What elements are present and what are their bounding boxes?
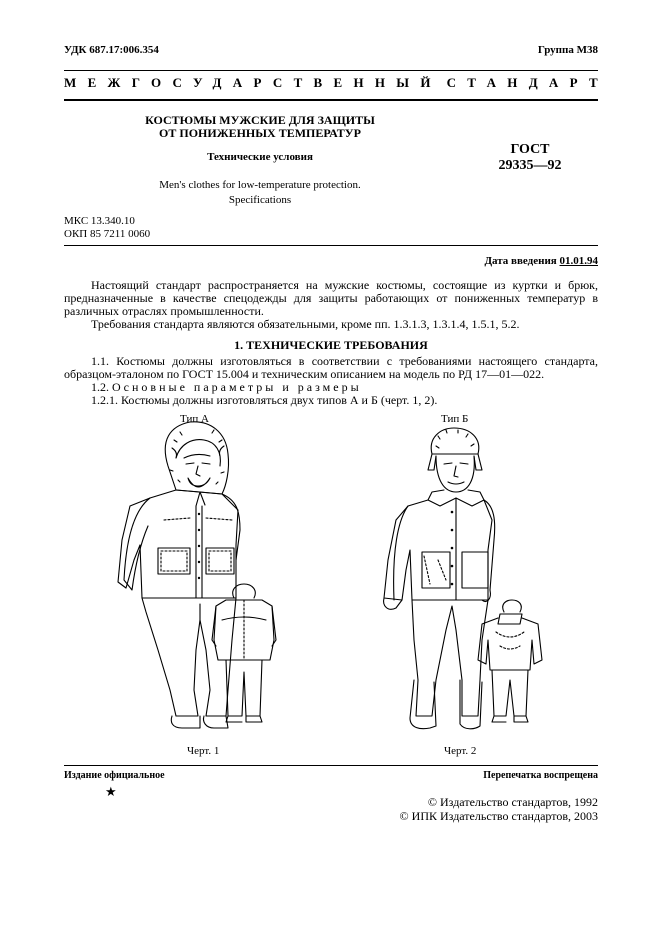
figure-2-caption: Черт. 2 [444, 745, 477, 757]
banner-word-standard: СТАНДАРТ [446, 75, 609, 90]
clause-1-2-1: 1.2.1. Костюмы должны изготовляться двух типов А и Б (черт. 1, 2). [91, 393, 438, 407]
title-line-1: КОСТЮМЫ МУЖСКИЕ ДЛЯ ЗАЩИТЫ [145, 113, 375, 127]
footer-rule [64, 765, 598, 766]
figure-1-type-label: Тип А [180, 413, 209, 425]
figure-1-suit-type-a-front [118, 422, 240, 728]
group-code: Группа М38 [537, 44, 598, 56]
star-mark: ★ [105, 784, 117, 799]
figure-2-suit-type-b-back [478, 600, 542, 722]
udk-code: УДК 687.17:006.354 [64, 44, 159, 56]
figure-1-caption: Черт. 1 [187, 745, 220, 757]
mks-code: МКС 13.340.10 [64, 215, 135, 227]
document-subtitle: Технические условия [207, 151, 313, 163]
mandatory-paragraph: Требования стандарта являются обязательными, кроме пп. 1.3.1.3, 1.3.1.4, 1.5.1, 5.2. [91, 317, 520, 331]
banner-word-interstate: МЕЖГОСУДАРСТВЕННЫЙ [64, 75, 442, 90]
figure-1-suit-type-a-back [212, 584, 276, 722]
figure-2-type-label: Тип Б [441, 413, 469, 425]
title-line-2: ОТ ПОНИЖЕННЫХ ТЕМПЕРАТУР [159, 126, 361, 140]
figure-2-suit-type-b-front [384, 428, 495, 729]
gost-number: 29335—92 [498, 158, 562, 173]
english-title-line-1: Men's clothes for low-temperature protection. [159, 179, 361, 191]
english-title-line-2: Specifications [228, 194, 292, 206]
clause-1-2-number: 1.2. [91, 380, 109, 394]
scope-paragraph: Настоящий стандарт распространяется на мужские костюмы, состоящие из куртки и брюк, предназначенные в качестве спецодежды для защиты работающих от пониженных температур в различных отраслях промышленности. [64, 278, 598, 318]
gost-label: ГОСТ [510, 142, 550, 157]
clause-1-1: 1.1. Костюмы должны изготовляться в соответствии с требованиями настоящего стандарта, образцом-эталоном по ГОСТ 15.004 и техническим описанием на модель по РД 17—01—022. [64, 354, 598, 381]
section-heading: 1. ТЕХНИЧЕСКИЕ ТРЕБОВАНИЯ [234, 338, 428, 352]
copyright-1992: © Издательство стандартов, 1992 [427, 795, 598, 809]
introduction-date-label: Дата введения [484, 255, 557, 267]
edition-label: Издание официальное [64, 770, 165, 781]
reprint-label: Перепечатка воспрещена [483, 770, 598, 781]
introduction-date-value: 01.01.94 [559, 255, 598, 267]
clause-1-2-title: Основные параметры и размеры [112, 380, 362, 394]
okp-code: ОКП 85 7211 0060 [64, 228, 151, 240]
copyright-2003: © ИПК Издательство стандартов, 2003 [399, 809, 598, 823]
